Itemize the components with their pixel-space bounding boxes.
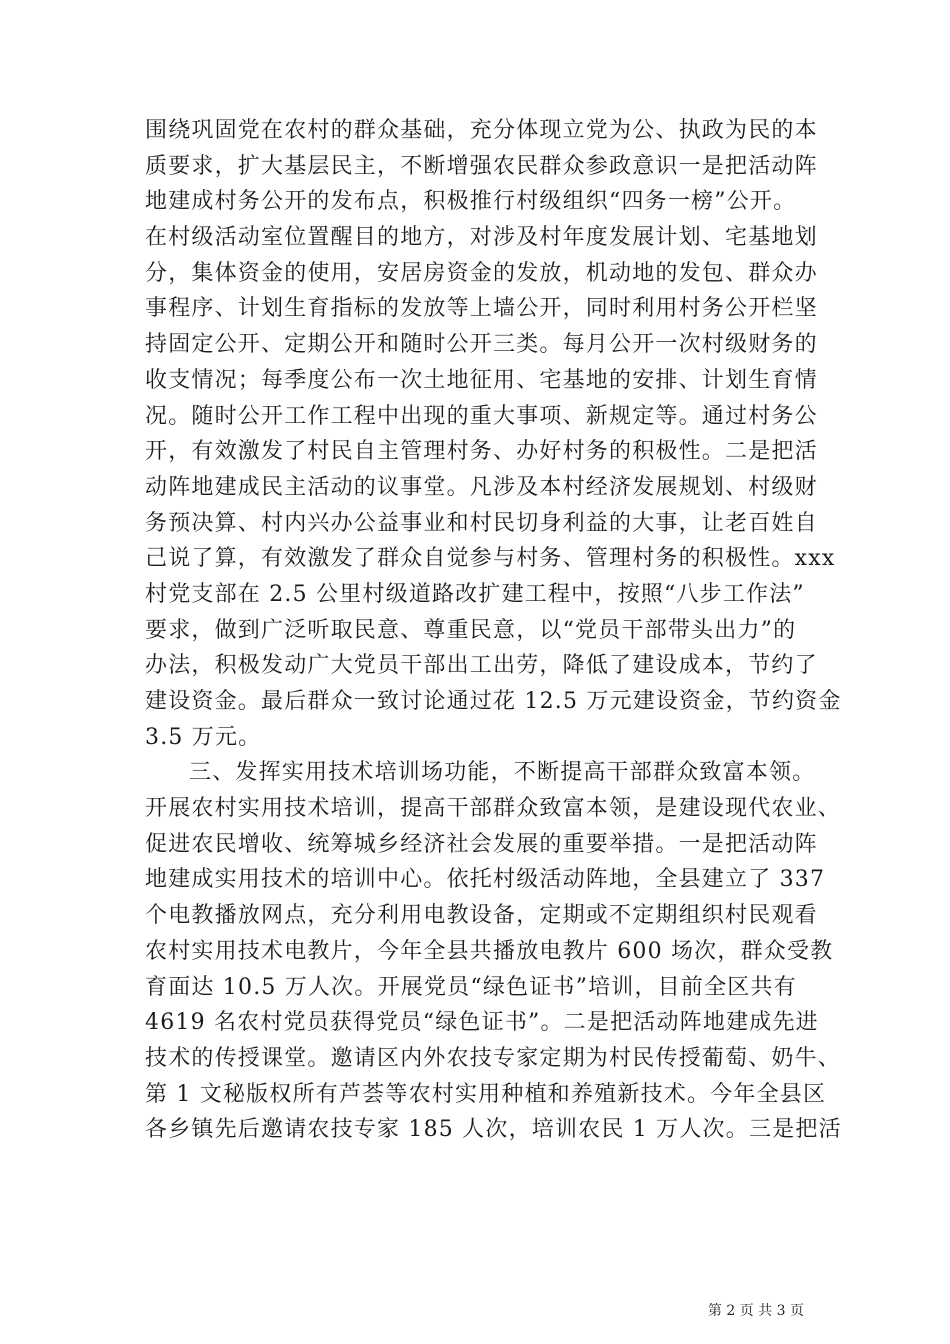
text-line: 农村实用技术电教片，今年全县共播放电教片 600 场次，群众受教 xyxy=(145,938,834,964)
text-line: 第 1 文秘版权所有芦荟等农村实用种植和养殖新技术。今年全县区 xyxy=(145,1081,827,1107)
text-line: 3.5 万元。 xyxy=(145,724,262,750)
text-line: 村党支部在 2.5 公里村级道路改扩建工程中，按照“八步工作法” xyxy=(145,581,805,607)
text-line: 4619 名农村党员获得党员“绿色证书”。二是把活动阵地建成先进 xyxy=(145,1010,819,1036)
text-line: 质要求，扩大基层民主，不断增强农民群众参政意识一是把活动阵 xyxy=(145,153,818,179)
text-line: 况。随时公开工作工程中出现的重大事项、新规定等。通过村务公 xyxy=(145,403,818,429)
text-line: 要求，做到广泛听取民意、尊重民意，以“党员干部带头出力”的 xyxy=(145,617,797,643)
text-line: 分，集体资金的使用，安居房资金的发放，机动地的发包、群众办 xyxy=(145,260,818,286)
text-line: 地建成村务公开的发布点，积极推行村级组织“四务一榜”公开。 xyxy=(145,189,797,215)
document-body xyxy=(145,113,842,1148)
text-line: 地建成实用技术的培训中心。依托村级活动阵地，全县建立了 337 xyxy=(145,867,826,893)
text-line: 个电教播放网点，充分利用电教设备，定期或不定期组织村民观看 xyxy=(145,903,818,929)
text-line: 动阵地建成民主活动的议事堂。凡涉及本村经济发展规划、村级财 xyxy=(145,474,818,500)
text-line: 各乡镇先后邀请农技专家 185 人次，培训农民 1 万人次。三是把活 xyxy=(145,1117,842,1143)
text-line: 收支情况；每季度公布一次土地征用、宅基地的安排、计划生育情 xyxy=(145,367,818,393)
text-line: 育面达 10.5 万人次。开展党员“绿色证书”培训，目前全区共有 xyxy=(145,974,797,1000)
text-line: 围绕巩固党在农村的群众基础，充分体现立党为公、执政为民的本 xyxy=(145,118,818,143)
text-line: 务预决算、村内兴办公益事业和村民切身利益的大事，让老百姓自 xyxy=(145,510,818,536)
text-line: 事程序、计划生育指标的发放等上墙公开，同时利用村务公开栏坚 xyxy=(145,296,818,322)
page-number: 第 2 页 共 3 页 xyxy=(707,1303,804,1319)
text-line: 开展农村实用技术培训，提高干部群众致富本领，是建设现代农业、 xyxy=(145,796,842,822)
text-line: 办法，积极发动广大党员干部出工出劳，降低了建设成本，节约了 xyxy=(145,653,818,679)
text-line: 持固定公开、定期公开和随时公开三类。每月公开一次村级财务的 xyxy=(145,332,818,358)
section-heading-line: 三、发挥实用技术培训场功能，不断提高干部群众致富本领。 xyxy=(189,760,816,786)
text-line: 建设资金。最后群众一致讨论通过花 12.5 万元建设资金，节约资金 xyxy=(145,689,842,714)
text-line: 开，有效激发了村民自主管理村务、办好村务的积极性。二是把活 xyxy=(145,439,818,465)
text-line: 在村级活动室位置醒目的地方，对涉及村年度发展计划、宅基地划 xyxy=(145,225,818,251)
text-line: 技术的传授课堂。邀请区内外农技专家定期为村民传授葡萄、奶牛、 xyxy=(145,1045,842,1071)
text-line: 己说了算，有效激发了群众自觉参与村务、管理村务的积极性。xxx xyxy=(145,546,836,572)
text-line: 促进农民增收、统筹城乡经济社会发展的重要举措。一是把活动阵 xyxy=(145,831,818,857)
